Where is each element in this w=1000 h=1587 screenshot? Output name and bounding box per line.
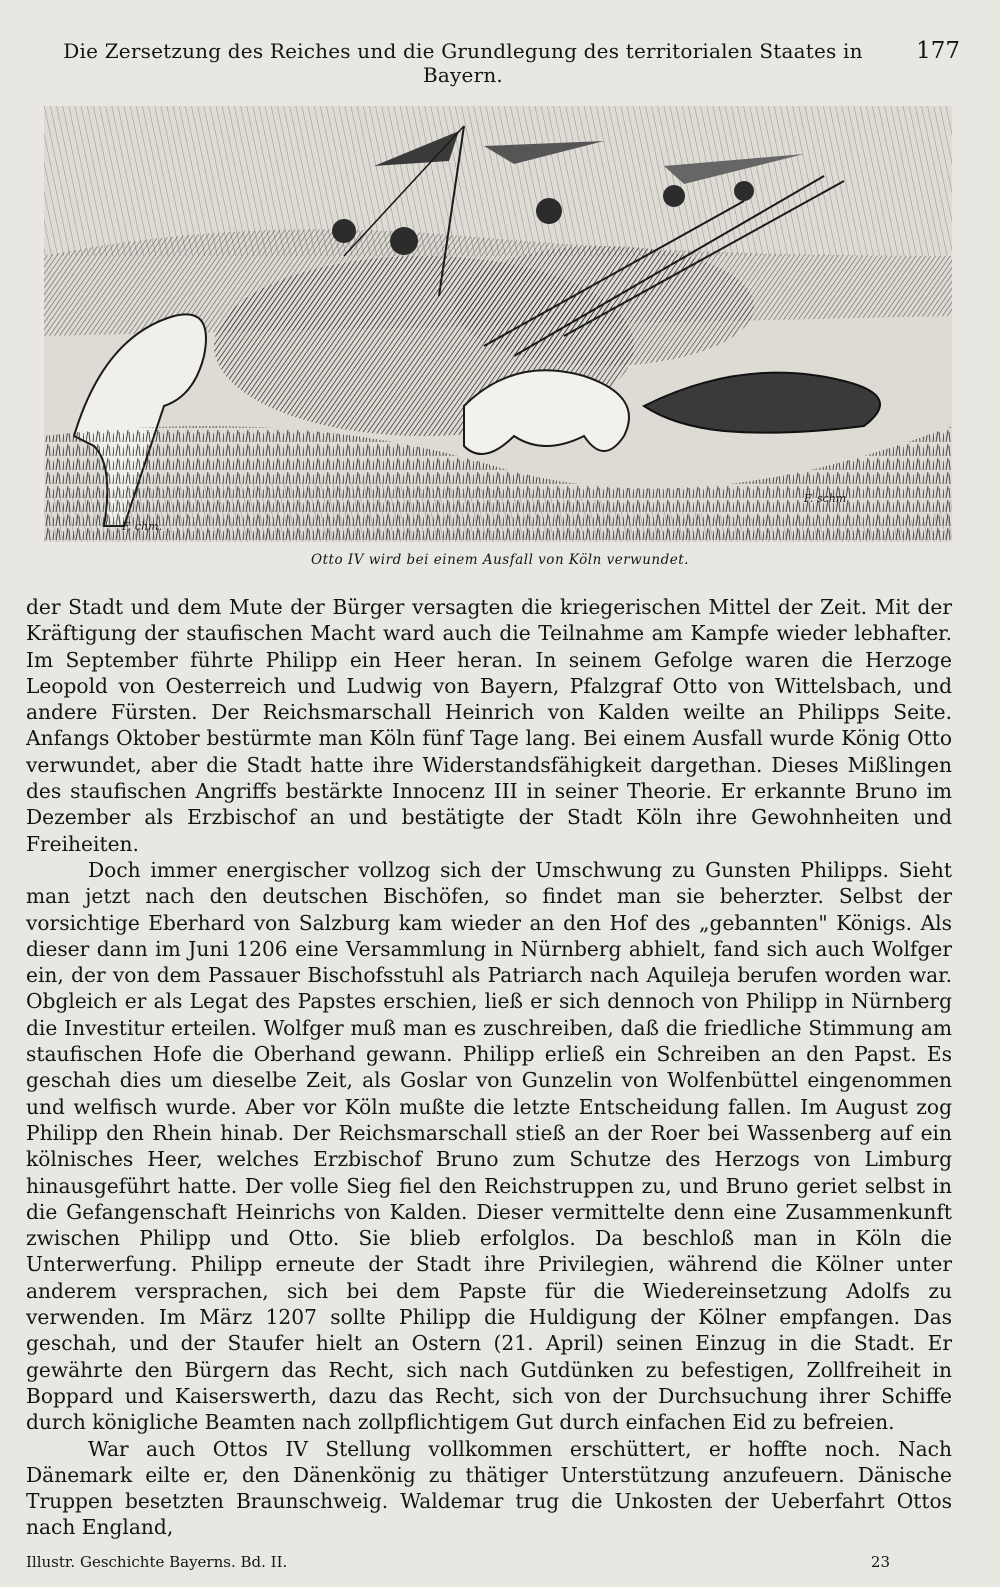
sheet-signature: 23 [870, 1553, 890, 1571]
body-text [26, 594, 952, 1541]
page-number: 177 [916, 38, 960, 64]
engraver-signature-left: F. chm. [122, 520, 163, 533]
paragraph: der Stadt und dem Mute der Bürger versagten die kriegerischen Mittel der Zeit. Mit der Kräftigung der staufischen Macht ward auch die Teilnahme am Kampfe wieder lebhafter. Im September führte Philipp ein Heer heran. In seinem Gefolge waren die Herzoge Leopold von Oesterreich und Ludwig von Bayern, Pfalzgraf Otto von Wittelsbach, und andere Fürsten. Der Reichsmarschall Heinrich von Kalden weilte an Philipps Seite. Anfangs Oktober bestürmte man Köln fünf Tage lang. Bei einem Ausfall wurde König Otto verwundet, aber die Stadt hatte ihre Widerstandsfähigkeit dargethan. Dieses Mißlingen des staufischen Angriffs bestärkte Innocenz III in seiner Theorie. Er erkannte Bruno im Dezember als Erzbischof an und bestätigte der Stadt Köln ihre Gewohnheiten und Freiheiten. [26, 595, 952, 856]
battle-illustration [44, 106, 952, 542]
paragraph: Doch immer energischer vollzog sich der Umschwung zu Gunsten Philipps. Sieht man jetzt nach den deutschen Bischöfen, so findet man sie beherzter. Selbst der vorsichtige Eberhard von Salzburg kam wieder an den Hof des „gebannten" Königs. Als dieser dann im Juni 1206 eine Versammlung in Nürnberg abhielt, fand sich auch Wolfger ein, der von dem Passauer Bischofsstuhl als Patriarch nach Aquileja berufen worden war. Obgleich er als Legat des Papstes erschien, ließ er sich dennoch von Philipp in Nürnberg die Investitur erteilen. Wolfger muß man es zuschreiben, daß die friedliche Stimmung am staufischen Hofe die Oberhand gewann. Philipp erließ ein Schreiben an den Papst. Es geschah dies um dieselbe Zeit, als Goslar von Gunzelin von Wolfenbüttel eingenommen und welfisch wurde. Aber vor Köln mußte die letzte Entscheidung fallen. Im August zog Philipp den Rhein hinab. Der Reichsmarschall stieß an der Roer bei Wassenberg auf ein kölnisches Heer, welches Erzbischof Bruno zum Schutze des Herzogs von Limburg hinausgeführt hatte. Der volle Sieg fiel den Reichstruppen zu, und Bruno geriet selbst in die Gefangenschaft Heinrichs von Kalden. Dieser vermittelte denn eine Zusammenkunft zwischen Philipp und Otto. Sie blieb erfolglos. Da beschloß man in Köln die Unterwerfung. Philipp erneute der Stadt ihre Privilegien, während die Kölner unter anderem versprachen, sich bei dem Papste für die Wiedereinsetzung Adolfs zu verwenden. Im März 1207 sollte Philipp die Huldigung der Kölner empfangen. Das geschah, und der Staufer hielt an Ostern (21. April) seinen Einzug in die Stadt. Er gewährte den Bürgern das Recht, sich nach Gutdünken zu befestigen, Zollfreiheit in Boppard und Kaiserswerth, dazu das Recht, sich von der Durchsuchung ihrer Schiffe durch königliche Beamten nach zollpflichtigem Gut durch einfachen Eid zu befreien. [26, 857, 952, 1435]
page-footer [26, 1553, 890, 1571]
paragraph: War auch Ottos IV Stellung vollkommen erschüttert, er hoffte noch. Nach Dänemark eilte er, den Dänenkönig zu thätiger Unterstützung anzufeuern. Dänische Truppen besetzten Braunschweig. Waldemar trug die Unkosten der Ueberfahrt Ottos nach England, [26, 1436, 952, 1540]
footer-work-title: Illustr. Geschichte Bayerns. Bd. II. [26, 1553, 288, 1571]
running-head [26, 38, 960, 87]
running-head-title: Die Zersetzung des Reiches und die Grundlegung des territorialen Staates in Bayern. [63, 39, 863, 87]
engraver-signature-right: F. schm [804, 492, 847, 505]
engraving-image [44, 106, 952, 542]
illustration-caption: Otto IV wird bei einem Ausfall von Köln verwundet. [311, 552, 689, 568]
